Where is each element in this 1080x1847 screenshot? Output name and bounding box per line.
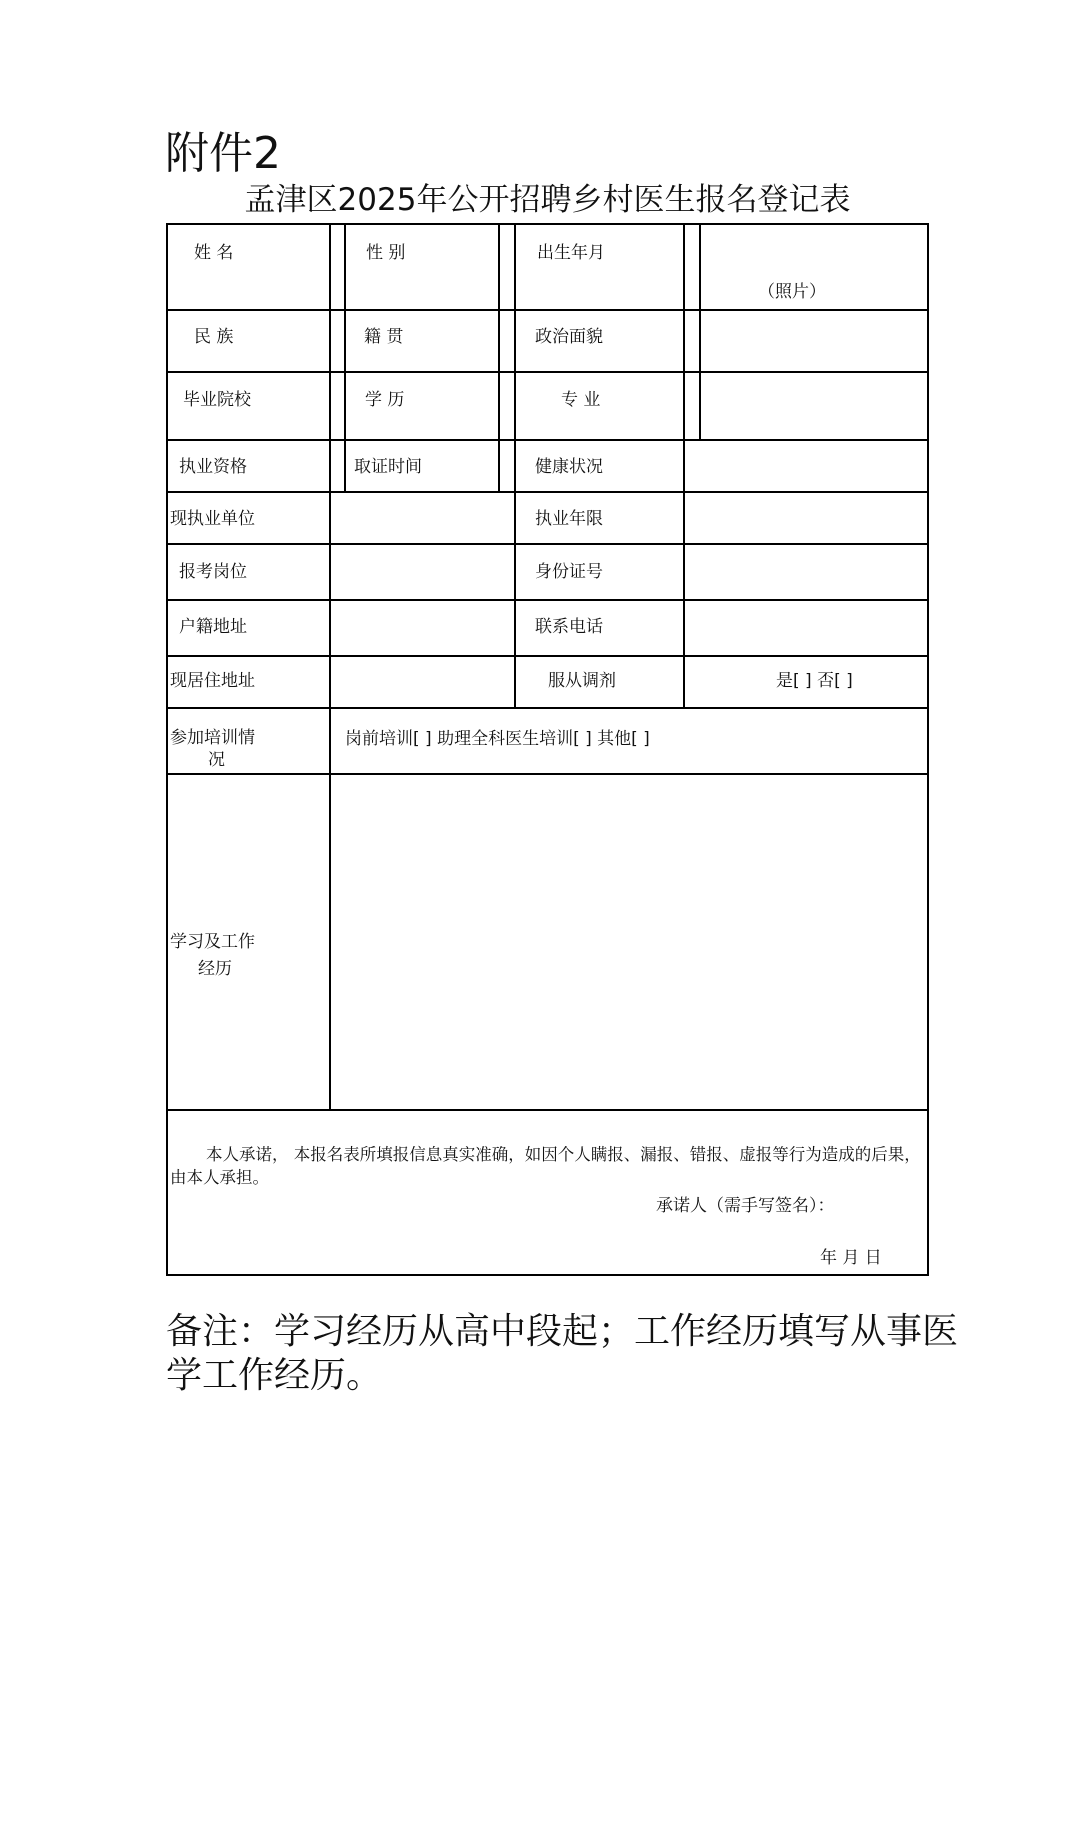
row-divider: [168, 309, 927, 311]
pledge-text: 本人承诺， 本报名表所填报信息真实准确，如因个人瞒报、漏报、错报、虚报等行为造成的后果，由本人承担。: [170, 1145, 921, 1187]
current-unit-label: 现执业单位: [170, 509, 255, 529]
column-divider: [683, 225, 685, 707]
health-label: 健康状况: [535, 457, 603, 477]
phone-label: 联系电话: [535, 617, 603, 637]
training-options: 岗前培训[ ] 助理全科医生培训[ ] 其他[ ]: [345, 729, 650, 749]
native-place-label: 籍 贯: [364, 327, 404, 347]
row-divider: [168, 707, 927, 709]
row-divider: [168, 543, 927, 545]
row-divider: [168, 599, 927, 601]
position-label: 报考岗位: [179, 562, 247, 582]
column-divider: [344, 225, 346, 491]
birth-label: 出生年月: [537, 243, 605, 263]
experience-label-line2: 经历: [198, 959, 232, 979]
remarks-note: 备注：学习经历从高中段起；工作经历填写从事医学工作经历。: [166, 1311, 959, 1396]
ethnicity-label: 民 族: [194, 327, 234, 347]
training-label-line1: 参加培训情: [170, 728, 255, 748]
id-number-label: 身份证号: [535, 562, 603, 582]
gender-label: 性 别: [366, 243, 406, 263]
pledger-signature-label: 承诺人（需手写签名）：: [656, 1196, 835, 1216]
row-divider: [168, 439, 927, 441]
form-title: 孟津区2025年公开招聘乡村医生报名登记表: [244, 182, 851, 218]
photo-placeholder: （照片）: [758, 282, 826, 302]
row-divider: [168, 773, 927, 775]
training-label-line2: 况: [208, 750, 225, 770]
political-status-label: 政治面貌: [535, 327, 603, 347]
residence-address-label: 现居住地址: [170, 671, 255, 691]
household-address-label: 户籍地址: [179, 617, 247, 637]
attachment-label: 附件2: [165, 128, 281, 179]
name-label: 姓 名: [194, 243, 234, 263]
column-divider: [329, 225, 331, 1109]
experience-label-line1: 学习及工作: [170, 932, 255, 952]
column-divider: [498, 225, 500, 491]
major-label: 专 业: [561, 390, 601, 410]
column-divider: [699, 225, 701, 439]
practice-years-label: 执业年限: [535, 509, 603, 529]
row-divider: [168, 491, 927, 493]
row-divider: [168, 371, 927, 373]
column-divider: [514, 225, 516, 707]
cert-time-label: 取证时间: [354, 457, 422, 477]
row-divider: [168, 655, 927, 657]
qualification-label: 执业资格: [179, 457, 247, 477]
row-divider: [168, 1109, 927, 1111]
school-label: 毕业院校: [183, 390, 251, 410]
education-label: 学 历: [365, 390, 405, 410]
obey-assignment-label: 服从调剂: [548, 671, 616, 691]
registration-form-table: [166, 223, 929, 1276]
yes-no-options: 是[ ] 否[ ]: [776, 671, 853, 691]
date-label: 年 月 日: [820, 1248, 882, 1268]
